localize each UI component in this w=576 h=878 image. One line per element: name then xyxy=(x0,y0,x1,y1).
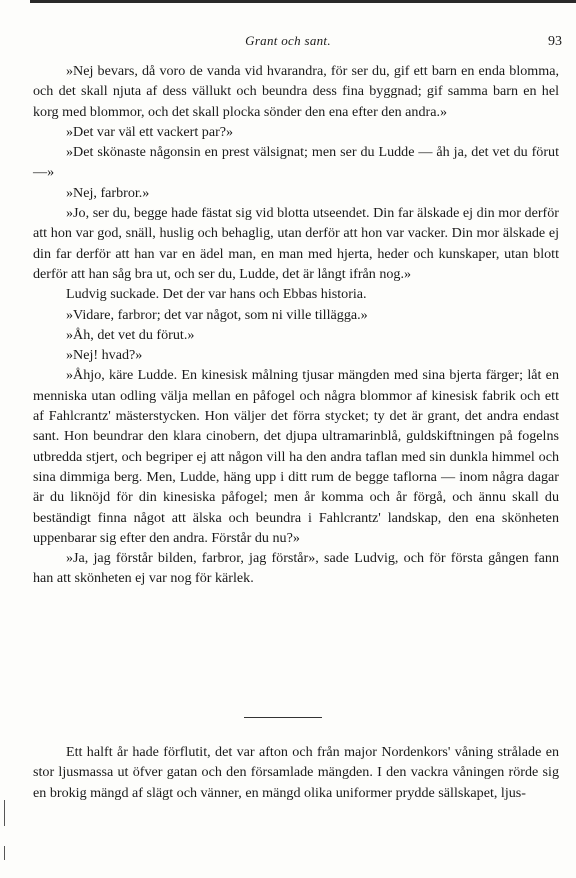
page-edge-mark xyxy=(4,800,5,826)
page-number: 93 xyxy=(548,34,562,49)
paragraph: Ett halft år hade förflutit, det var afton och från major Nordenkors' våning strålade en stor ljusmassa ut öfver gatan och den församlade mängden. I den vackra våningen rörde sig en brokig mängd af slägt och vänner, en mängd olika uniformer prydde sällskapet, ljus- xyxy=(33,744,559,801)
new-section xyxy=(33,742,559,803)
main-text-section xyxy=(33,61,559,589)
page-edge-mark xyxy=(4,846,5,860)
paragraph: »Det var väl ett vackert par?» xyxy=(66,123,234,140)
paragraph: »Nej, farbror.» xyxy=(66,184,150,201)
top-edge-rule xyxy=(30,0,576,3)
paragraph: »Det skönaste någonsin en prest välsignat; men ser du Ludde — åh ja, det vet du förut —» xyxy=(33,144,559,181)
paragraph: »Åh, det vet du förut.» xyxy=(66,326,195,343)
paragraph: »Åhjo, käre Ludde. En kinesisk målning tjusar mängden med sina bjerta färger; låt en menniska utan odling välja mellan en påfogel och några blommor af kinesisk fabrik och ett af Fahlcrantz' mästerstycken. Hon väljer det förra stycket; ty det är grant, det andra endast sant. Hon beundrar den klara cinobern, det djupa ultramarinblå, guldskiftningen på fogelns utbredda stjert, och begriper ej att någon vill ha den andra taflan med sin dunkla himmel och sina dimmiga berg. Men, Ludde, häng upp i ditt rum de begge taflorna — inom några dagar är du liknöjd för din kinesiska påfogel; men år komma och år förgå, och ännu skall du beständigt finna något att älska och beundra i Fahlcrantz' landskap, den ena skönheten uppenbarar sig efter den andra. Förstår du nu?» xyxy=(33,367,559,546)
paragraph: »Vidare, farbror; det var något, som ni ville tillägga.» xyxy=(66,306,368,323)
paragraph: »Jo, ser du, begge hade fästat sig vid blotta utseendet. Din far älskade ej din mor derför att hon var god, snäll, huslig och behaglig, utan derför att hon var vacker. Din mor älskade ej din far derför att han var en ädel man, en man med hjerta, heder och kunskaper, utan blott derför att han såg bra ut, och ser du, Ludde, det är långt ifrån nog.» xyxy=(33,205,559,282)
paragraph: »Nej! hvad?» xyxy=(66,347,143,364)
section-divider xyxy=(244,717,322,718)
paragraph: Ludvig suckade. Det der var hans och Ebbas historia. xyxy=(66,286,367,303)
paragraph: »Ja, jag förstår bilden, farbror, jag förstår», sade Ludvig, och för första gången fann han att skönheten ej var nog för kärlek. xyxy=(33,550,559,587)
running-title: Grant och sant. xyxy=(245,33,331,48)
paragraph: »Nej bevars, då voro de vanda vid hvarandra, för ser du, gif ett barn en enda blomma, och det skall njuta af dess vällukt och beundra dess fina byggnad; gif samma barn en hel korg med blommor, och det skall plocka sönder den ena efter den andra.» xyxy=(33,63,559,120)
